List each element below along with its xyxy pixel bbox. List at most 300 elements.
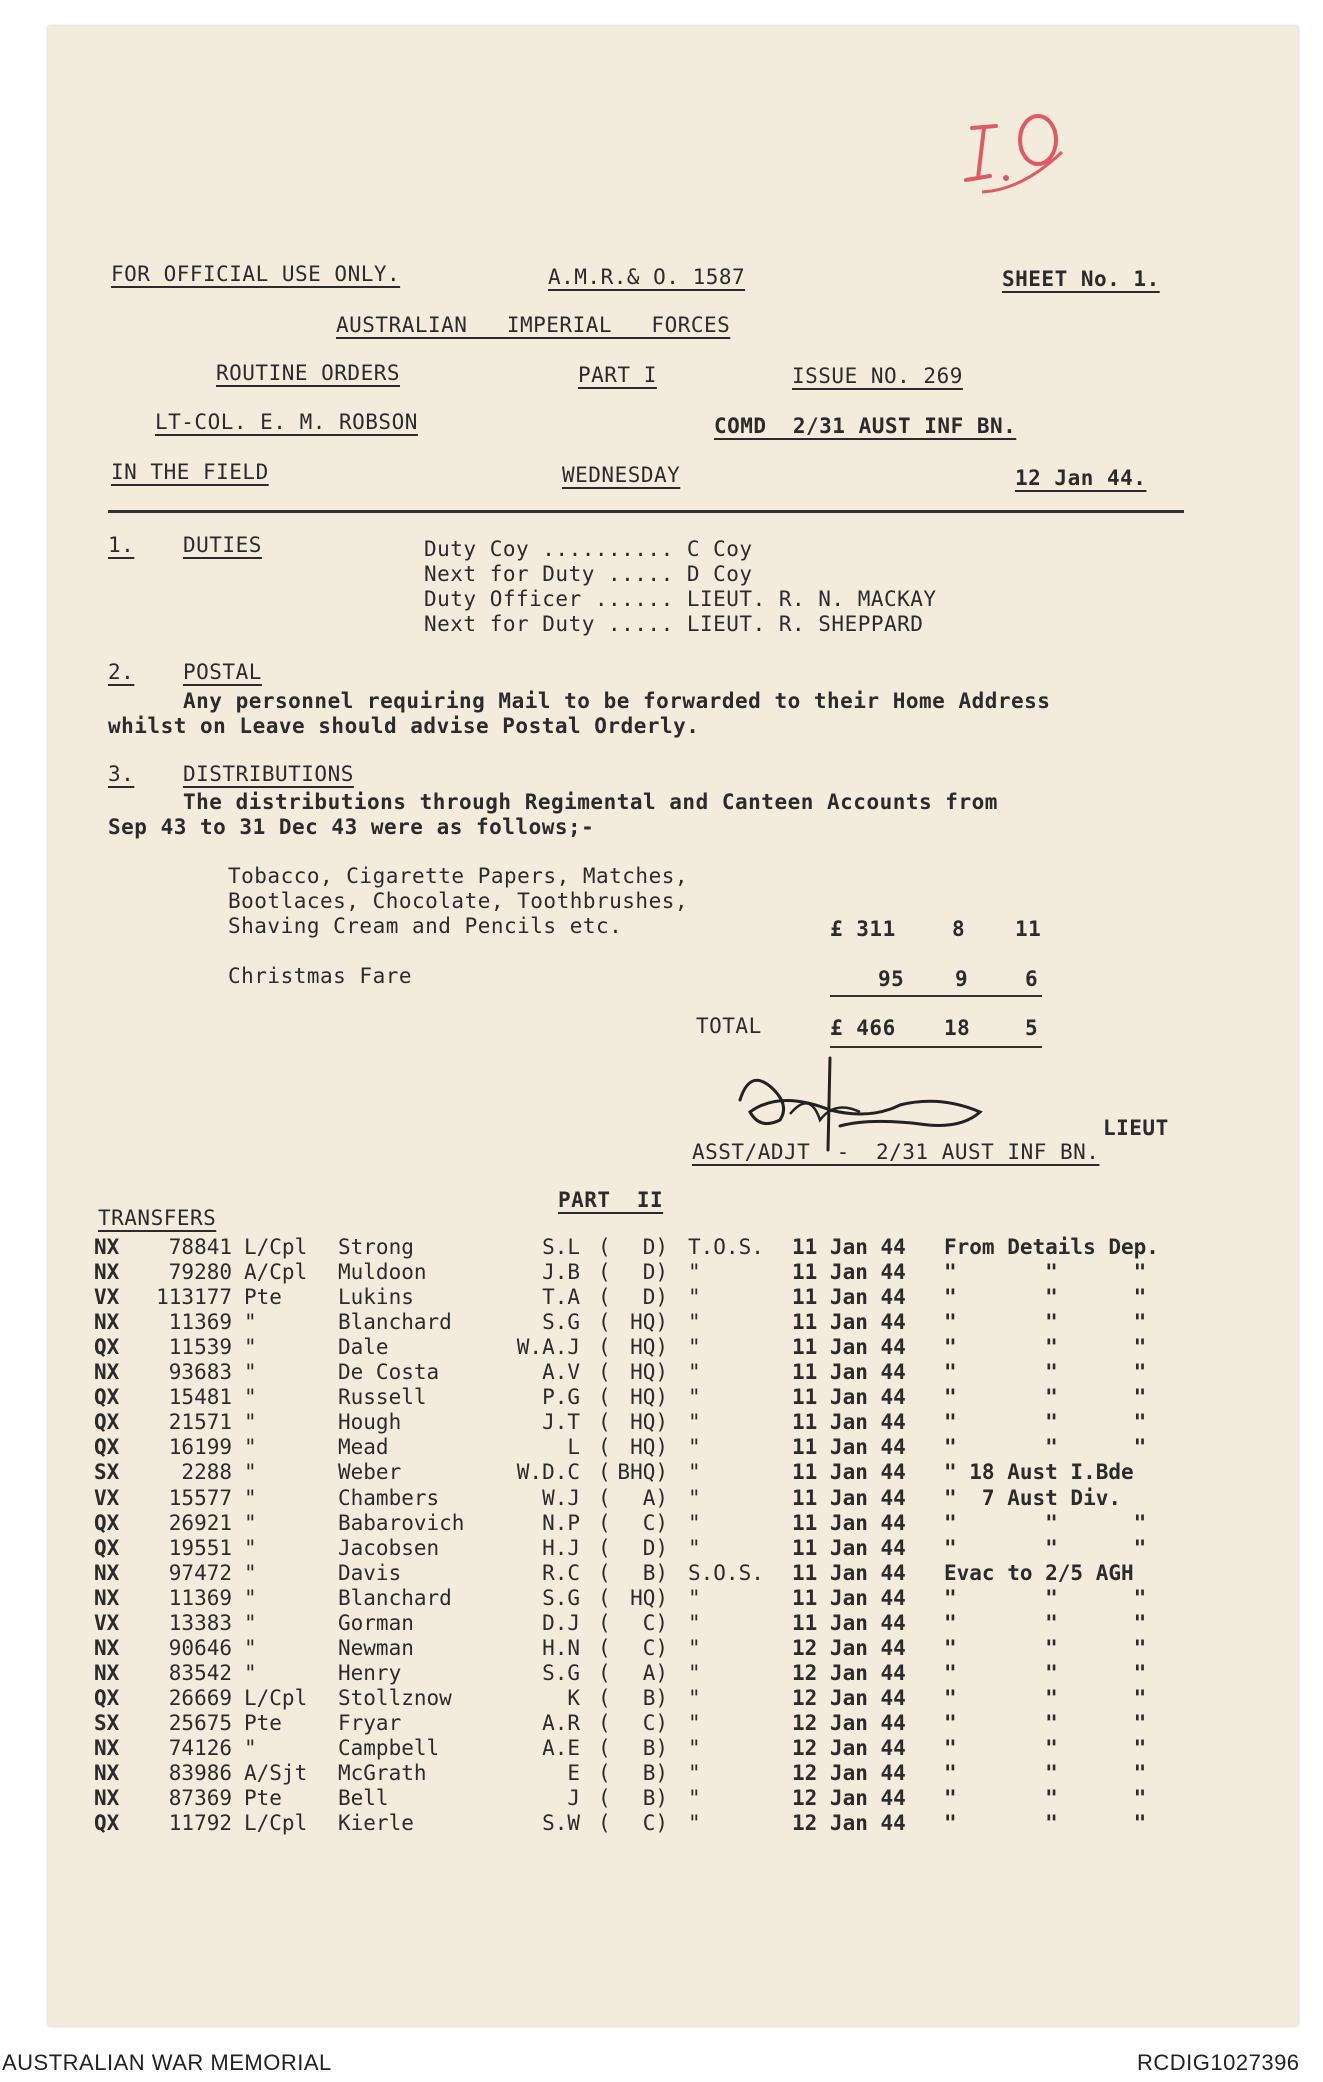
cell-rk: Pte bbox=[244, 1710, 282, 1735]
cell-rk: " bbox=[244, 1485, 257, 1510]
transfers-title: TRANSFERS bbox=[98, 1206, 217, 1230]
cell-type: " bbox=[688, 1510, 701, 1535]
cell-st: QX bbox=[94, 1535, 120, 1560]
cell-name: Henry bbox=[338, 1660, 402, 1685]
cell-init: K bbox=[567, 1685, 580, 1710]
company-open-paren: ( bbox=[598, 1385, 611, 1410]
company-open-paren: ( bbox=[598, 1535, 611, 1560]
cell-no: 11369 bbox=[168, 1585, 232, 1610]
cell-name: Jacobsen bbox=[338, 1535, 440, 1560]
cell-st: QX bbox=[94, 1510, 120, 1535]
company-open-paren: ( bbox=[598, 1460, 611, 1485]
cell-name: Strong bbox=[338, 1235, 414, 1259]
cell-coy: B) bbox=[642, 1560, 668, 1585]
cell-st: NX bbox=[94, 1786, 120, 1811]
cell-rk: L/Cpl bbox=[244, 1685, 308, 1710]
cell-dt: 11 Jan 44 bbox=[792, 1435, 906, 1460]
sheet-number: SHEET No. 1. bbox=[1002, 267, 1160, 291]
company-open-paren: ( bbox=[598, 1435, 611, 1460]
cell-dt: 11 Jan 44 bbox=[792, 1360, 906, 1385]
part-label: PART I bbox=[578, 363, 657, 387]
cell-rk: " bbox=[244, 1435, 257, 1460]
cell-no: 16199 bbox=[168, 1435, 232, 1460]
amount1-pence: 11 bbox=[1015, 917, 1042, 941]
cell-st: NX bbox=[94, 1260, 120, 1285]
cell-name: Stollznow bbox=[338, 1685, 452, 1710]
distribution-item: Tobacco, Cigarette Papers, Matches, bbox=[228, 864, 689, 888]
footer-source: AUSTRALIAN WAR MEMORIAL bbox=[2, 2050, 332, 2075]
cell-init: W.J bbox=[542, 1485, 580, 1510]
cell-init: L bbox=[567, 1435, 580, 1460]
cell-rk: A/Cpl bbox=[244, 1260, 308, 1285]
section2-number: 2. bbox=[108, 660, 135, 684]
cell-st: QX bbox=[94, 1435, 120, 1460]
cell-st: NX bbox=[94, 1635, 120, 1660]
section1-title: DUTIES bbox=[183, 533, 262, 557]
cell-rem: " " " bbox=[944, 1635, 1147, 1660]
table-row bbox=[0, 1736, 1323, 1761]
cell-rk: " bbox=[244, 1535, 257, 1560]
cell-name: Fryar bbox=[338, 1710, 402, 1735]
total-rule bbox=[830, 1046, 1042, 1048]
duty-line: Duty Officer ...... LIEUT. R. N. MACKAY bbox=[424, 587, 937, 611]
cell-rem: Evac to 2/5 AGH bbox=[944, 1560, 1134, 1585]
cell-init: E bbox=[567, 1761, 580, 1786]
cell-coy: HQ) bbox=[630, 1385, 668, 1410]
cell-rem: " " " bbox=[944, 1660, 1147, 1685]
cell-name: Mead bbox=[338, 1435, 389, 1460]
cell-st: VX bbox=[94, 1610, 120, 1635]
cell-rk: " bbox=[244, 1660, 257, 1685]
table-row bbox=[0, 1536, 1323, 1561]
signatory-rank: LIEUT bbox=[1103, 1116, 1169, 1140]
cell-init: J bbox=[567, 1786, 580, 1811]
cell-init: N.P bbox=[542, 1510, 580, 1535]
cell-dt: 11 Jan 44 bbox=[792, 1285, 906, 1310]
location: IN THE FIELD bbox=[111, 460, 269, 484]
cell-init: A.V bbox=[542, 1360, 580, 1385]
cell-name: De Costa bbox=[338, 1360, 440, 1385]
table-row bbox=[0, 1786, 1323, 1811]
cell-rk: " bbox=[244, 1510, 257, 1535]
cell-dt: 12 Jan 44 bbox=[792, 1786, 906, 1811]
form-reference: A.M.R.& O. 1587 bbox=[548, 265, 746, 289]
cell-rk: " bbox=[244, 1360, 257, 1385]
cell-no: 15481 bbox=[168, 1385, 232, 1410]
cell-st: NX bbox=[94, 1310, 120, 1335]
cell-rem: " " " bbox=[944, 1435, 1147, 1460]
cell-type: " bbox=[688, 1685, 701, 1710]
cell-name: Newman bbox=[338, 1635, 414, 1660]
cell-type: S.O.S. bbox=[688, 1560, 764, 1585]
cell-init: S.G bbox=[542, 1310, 580, 1335]
cell-rk: A/Sjt bbox=[244, 1761, 308, 1786]
table-row bbox=[0, 1360, 1323, 1385]
cell-dt: 11 Jan 44 bbox=[792, 1310, 906, 1335]
cell-no: 11369 bbox=[168, 1310, 232, 1335]
company-open-paren: ( bbox=[598, 1786, 611, 1811]
cell-rem: " " " bbox=[944, 1710, 1147, 1735]
company-open-paren: ( bbox=[598, 1335, 611, 1360]
cell-type: T.O.S. bbox=[688, 1235, 764, 1259]
company-open-paren: ( bbox=[598, 1260, 611, 1285]
table-row bbox=[0, 1435, 1323, 1460]
cell-name: Gorman bbox=[338, 1610, 414, 1635]
cell-name: Weber bbox=[338, 1460, 402, 1485]
cell-rem: " " " bbox=[944, 1410, 1147, 1435]
cell-type: " bbox=[688, 1285, 701, 1310]
footer-id: RCDIG1027396 bbox=[1137, 2050, 1300, 2075]
company-open-paren: ( bbox=[598, 1485, 611, 1510]
cell-no: 93683 bbox=[168, 1360, 232, 1385]
cell-no: 79280 bbox=[168, 1260, 232, 1285]
company-open-paren: ( bbox=[598, 1310, 611, 1335]
company-open-paren: ( bbox=[598, 1235, 611, 1259]
cell-type: " bbox=[688, 1410, 701, 1435]
cell-coy: HQ) bbox=[630, 1410, 668, 1435]
header-rule bbox=[108, 510, 1184, 513]
cell-type: " bbox=[688, 1786, 701, 1811]
table-row bbox=[0, 1586, 1323, 1611]
company-open-paren: ( bbox=[598, 1736, 611, 1760]
cell-dt: 12 Jan 44 bbox=[792, 1811, 906, 1836]
cell-st: VX bbox=[94, 1485, 120, 1510]
part2-title: PART II bbox=[558, 1188, 664, 1212]
cell-rem: " " " bbox=[944, 1385, 1147, 1410]
amount1-pounds: £ 311 bbox=[830, 917, 896, 941]
total-pounds: £ 466 bbox=[830, 1016, 896, 1040]
cell-no: 2288 bbox=[181, 1460, 232, 1485]
cell-rem: " " " bbox=[944, 1736, 1147, 1760]
cell-dt: 12 Jan 44 bbox=[792, 1660, 906, 1685]
cell-init: J.B bbox=[542, 1260, 580, 1285]
cell-no: 19551 bbox=[168, 1535, 232, 1560]
cell-init: W.D.C bbox=[516, 1460, 580, 1485]
cell-no: 87369 bbox=[168, 1786, 232, 1811]
weekday: WEDNESDAY bbox=[562, 463, 681, 487]
cell-dt: 11 Jan 44 bbox=[792, 1410, 906, 1435]
cell-coy: A) bbox=[642, 1485, 668, 1510]
cell-rem: " " " bbox=[944, 1585, 1147, 1610]
cell-coy: D) bbox=[642, 1235, 668, 1259]
cell-name: Blanchard bbox=[338, 1310, 452, 1335]
cell-init: P.G bbox=[542, 1385, 580, 1410]
subtotal-rule bbox=[830, 995, 1042, 997]
table-row bbox=[0, 1410, 1323, 1435]
cell-name: Campbell bbox=[338, 1736, 440, 1760]
amount2-shillings: 9 bbox=[955, 967, 969, 991]
cell-name: Hough bbox=[338, 1410, 402, 1435]
cell-type: " bbox=[688, 1485, 701, 1510]
table-row bbox=[0, 1686, 1323, 1711]
cell-dt: 11 Jan 44 bbox=[792, 1335, 906, 1360]
table-row bbox=[0, 1235, 1323, 1260]
table-row bbox=[0, 1335, 1323, 1360]
cell-name: Davis bbox=[338, 1560, 402, 1585]
cell-rk: " bbox=[244, 1610, 257, 1635]
cell-init: H.N bbox=[542, 1635, 580, 1660]
cell-name: Dale bbox=[338, 1335, 389, 1360]
orders-title: ROUTINE ORDERS bbox=[216, 361, 401, 385]
cell-init: A.E bbox=[542, 1736, 580, 1760]
cell-type: " bbox=[688, 1811, 701, 1836]
cell-no: 113177 bbox=[156, 1285, 232, 1310]
table-row bbox=[0, 1385, 1323, 1410]
cell-type: " bbox=[688, 1635, 701, 1660]
cell-rem: " " " bbox=[944, 1685, 1147, 1710]
section1-number: 1. bbox=[108, 533, 135, 557]
table-row bbox=[0, 1711, 1323, 1736]
cell-dt: 11 Jan 44 bbox=[792, 1585, 906, 1610]
cell-rem: " " " bbox=[944, 1310, 1147, 1335]
cell-rem: " " " bbox=[944, 1285, 1147, 1310]
cell-st: NX bbox=[94, 1736, 120, 1760]
company-open-paren: ( bbox=[598, 1685, 611, 1710]
cell-type: " bbox=[688, 1761, 701, 1786]
cell-dt: 11 Jan 44 bbox=[792, 1460, 906, 1485]
cell-dt: 11 Jan 44 bbox=[792, 1610, 906, 1635]
company-open-paren: ( bbox=[598, 1761, 611, 1786]
cell-coy: C) bbox=[642, 1635, 668, 1660]
cell-rk: " bbox=[244, 1585, 257, 1610]
cell-coy: C) bbox=[642, 1510, 668, 1535]
signatory-appointment: ASST/ADJT - 2/31 AUST INF BN. bbox=[692, 1140, 1100, 1164]
table-row bbox=[0, 1636, 1323, 1661]
cell-rk: " bbox=[244, 1560, 257, 1585]
cell-rem: " " " bbox=[944, 1610, 1147, 1635]
cell-st: NX bbox=[94, 1660, 120, 1685]
cell-coy: B) bbox=[642, 1685, 668, 1710]
cell-no: 78841 bbox=[168, 1235, 232, 1259]
section2-title: POSTAL bbox=[183, 660, 262, 684]
cell-coy: D) bbox=[642, 1285, 668, 1310]
cell-rk: " bbox=[244, 1460, 257, 1485]
cell-init: A.R bbox=[542, 1710, 580, 1735]
classification: FOR OFFICIAL USE ONLY. bbox=[111, 262, 401, 286]
cell-rem: " " " bbox=[944, 1761, 1147, 1786]
cell-coy: B) bbox=[642, 1761, 668, 1786]
cell-st: QX bbox=[94, 1811, 120, 1836]
cell-type: " bbox=[688, 1335, 701, 1360]
cell-st: QX bbox=[94, 1685, 120, 1710]
postal-text: whilst on Leave should advise Postal Orderly. bbox=[108, 714, 700, 738]
company-open-paren: ( bbox=[598, 1811, 611, 1836]
cell-st: NX bbox=[94, 1360, 120, 1385]
cell-no: 15577 bbox=[168, 1485, 232, 1510]
cell-init: W.A.J bbox=[516, 1335, 580, 1360]
table-row bbox=[0, 1611, 1323, 1636]
cell-coy: B) bbox=[642, 1786, 668, 1811]
distribution-text: The distributions through Regimental and Canteen Accounts from bbox=[183, 790, 998, 814]
cell-init: T.A bbox=[542, 1285, 580, 1310]
cell-no: 25675 bbox=[168, 1710, 232, 1735]
cell-type: " bbox=[688, 1736, 701, 1760]
table-row bbox=[0, 1310, 1323, 1335]
cell-rem: " " " bbox=[944, 1260, 1147, 1285]
cell-dt: 11 Jan 44 bbox=[792, 1485, 906, 1510]
table-row bbox=[0, 1811, 1323, 1836]
company-open-paren: ( bbox=[598, 1285, 611, 1310]
cell-name: Lukins bbox=[338, 1285, 414, 1310]
cell-coy: C) bbox=[642, 1811, 668, 1836]
cell-name: Babarovich bbox=[338, 1510, 465, 1535]
cell-st: VX bbox=[94, 1285, 120, 1310]
cell-rk: " bbox=[244, 1635, 257, 1660]
postal-text: Any personnel requiring Mail to be forwarded to their Home Address bbox=[183, 689, 1051, 713]
cell-name: Kierle bbox=[338, 1811, 414, 1836]
cell-name: Chambers bbox=[338, 1485, 440, 1510]
cell-no: 97472 bbox=[168, 1560, 232, 1585]
distribution-item: Shaving Cream and Pencils etc. bbox=[228, 914, 623, 938]
cell-no: 90646 bbox=[168, 1635, 232, 1660]
cell-type: " bbox=[688, 1260, 701, 1285]
cell-rem: " " " bbox=[944, 1786, 1147, 1811]
cell-rk: " bbox=[244, 1335, 257, 1360]
company-open-paren: ( bbox=[598, 1635, 611, 1660]
cell-dt: 11 Jan 44 bbox=[792, 1235, 906, 1259]
duty-line: Next for Duty ..... LIEUT. R. SHEPPARD bbox=[424, 612, 924, 636]
total-shillings: 18 bbox=[944, 1016, 971, 1040]
cell-init: S.L bbox=[542, 1235, 580, 1259]
cell-st: NX bbox=[94, 1560, 120, 1585]
cell-rem: " 18 Aust I.Bde bbox=[944, 1460, 1134, 1485]
issue-number: ISSUE NO. 269 bbox=[792, 364, 963, 388]
cell-no: 74126 bbox=[168, 1736, 232, 1760]
cell-name: Blanchard bbox=[338, 1585, 452, 1610]
command-unit: COMD 2/31 AUST INF BN. bbox=[714, 414, 1017, 438]
company-open-paren: ( bbox=[598, 1560, 611, 1585]
cell-init: D.J bbox=[542, 1610, 580, 1635]
cell-dt: 12 Jan 44 bbox=[792, 1685, 906, 1710]
cell-rk: L/Cpl bbox=[244, 1235, 308, 1259]
cell-init: S.G bbox=[542, 1660, 580, 1685]
cell-st: NX bbox=[94, 1585, 120, 1610]
cell-rk: " bbox=[244, 1310, 257, 1335]
total-label: TOTAL bbox=[696, 1014, 762, 1038]
distribution-item: Christmas Fare bbox=[228, 964, 413, 988]
cell-dt: 11 Jan 44 bbox=[792, 1535, 906, 1560]
cell-rk: Pte bbox=[244, 1285, 282, 1310]
cell-name: Muldoon bbox=[338, 1260, 427, 1285]
cell-dt: 12 Jan 44 bbox=[792, 1635, 906, 1660]
table-row bbox=[0, 1561, 1323, 1586]
company-open-paren: ( bbox=[598, 1510, 611, 1535]
table-row bbox=[0, 1260, 1323, 1285]
cell-type: " bbox=[688, 1585, 701, 1610]
amount2-pounds: 95 bbox=[878, 967, 905, 991]
cell-dt: 12 Jan 44 bbox=[792, 1761, 906, 1786]
cell-init: S.G bbox=[542, 1585, 580, 1610]
cell-coy: HQ) bbox=[630, 1360, 668, 1385]
distribution-text: Sep 43 to 31 Dec 43 were as follows;- bbox=[108, 815, 595, 839]
cell-rk: L/Cpl bbox=[244, 1811, 308, 1836]
cell-no: 83986 bbox=[168, 1761, 232, 1786]
table-row bbox=[0, 1460, 1323, 1485]
cell-rem: " " " bbox=[944, 1335, 1147, 1360]
table-row bbox=[0, 1661, 1323, 1686]
company-open-paren: ( bbox=[598, 1610, 611, 1635]
cell-no: 11792 bbox=[168, 1811, 232, 1836]
cell-st: SX bbox=[94, 1460, 120, 1485]
cell-no: 13383 bbox=[168, 1610, 232, 1635]
handwritten-io-mark bbox=[952, 100, 1082, 200]
duty-line: Duty Coy .......... C Coy bbox=[424, 537, 753, 561]
amount2-pence: 6 bbox=[1025, 967, 1039, 991]
cell-init: H.J bbox=[542, 1535, 580, 1560]
table-row bbox=[0, 1486, 1323, 1511]
cell-rem: " " " bbox=[944, 1510, 1147, 1535]
force-title: AUSTRALIAN IMPERIAL FORCES bbox=[336, 313, 731, 337]
duty-line: Next for Duty ..... D Coy bbox=[424, 562, 753, 586]
cell-coy: C) bbox=[642, 1610, 668, 1635]
cell-rem: " " " bbox=[944, 1535, 1147, 1560]
cell-rem: " " " bbox=[944, 1811, 1147, 1836]
distribution-item: Bootlaces, Chocolate, Toothbrushes, bbox=[228, 889, 689, 913]
cell-no: 11539 bbox=[168, 1335, 232, 1360]
cell-name: McGrath bbox=[338, 1761, 427, 1786]
cell-coy: HQ) bbox=[630, 1585, 668, 1610]
cell-rk: " bbox=[244, 1385, 257, 1410]
section3-number: 3. bbox=[108, 762, 135, 786]
table-row bbox=[0, 1511, 1323, 1536]
cell-type: " bbox=[688, 1360, 701, 1385]
cell-dt: 11 Jan 44 bbox=[792, 1260, 906, 1285]
cell-dt: 12 Jan 44 bbox=[792, 1736, 906, 1760]
cell-type: " bbox=[688, 1460, 701, 1485]
company-open-paren: ( bbox=[598, 1410, 611, 1435]
cell-st: QX bbox=[94, 1410, 120, 1435]
cell-st: NX bbox=[94, 1235, 120, 1259]
cell-type: " bbox=[688, 1385, 701, 1410]
cell-name: Bell bbox=[338, 1786, 389, 1811]
cell-init: R.C bbox=[542, 1560, 580, 1585]
cell-rem: " " " bbox=[944, 1360, 1147, 1385]
cell-dt: 11 Jan 44 bbox=[792, 1510, 906, 1535]
cell-coy: B) bbox=[642, 1736, 668, 1760]
cell-rem: From Details Dep. bbox=[944, 1235, 1159, 1259]
cell-type: " bbox=[688, 1710, 701, 1735]
table-row bbox=[0, 1285, 1323, 1310]
cell-rem: " 7 Aust Div. bbox=[944, 1485, 1122, 1510]
cell-init: S.W bbox=[542, 1811, 580, 1836]
cell-no: 83542 bbox=[168, 1660, 232, 1685]
cell-no: 26921 bbox=[168, 1510, 232, 1535]
cell-st: NX bbox=[94, 1761, 120, 1786]
cell-no: 26669 bbox=[168, 1685, 232, 1710]
section3-title: DISTRIBUTIONS bbox=[183, 762, 354, 786]
commanding-officer: LT-COL. E. M. ROBSON bbox=[155, 410, 418, 434]
cell-coy: HQ) bbox=[630, 1335, 668, 1360]
company-open-paren: ( bbox=[598, 1660, 611, 1685]
cell-rk: " bbox=[244, 1410, 257, 1435]
total-pence: 5 bbox=[1025, 1016, 1039, 1040]
cell-coy: C) bbox=[642, 1710, 668, 1735]
cell-type: " bbox=[688, 1435, 701, 1460]
cell-coy: BHQ) bbox=[617, 1460, 668, 1485]
company-open-paren: ( bbox=[598, 1360, 611, 1385]
cell-init: J.T bbox=[542, 1410, 580, 1435]
table-row bbox=[0, 1761, 1323, 1786]
cell-coy: A) bbox=[642, 1660, 668, 1685]
company-open-paren: ( bbox=[598, 1710, 611, 1735]
cell-st: QX bbox=[94, 1385, 120, 1410]
amount1-shillings: 8 bbox=[952, 917, 966, 941]
cell-st: QX bbox=[94, 1335, 120, 1360]
cell-coy: HQ) bbox=[630, 1435, 668, 1460]
cell-st: SX bbox=[94, 1710, 120, 1735]
cell-type: " bbox=[688, 1535, 701, 1560]
cell-type: " bbox=[688, 1610, 701, 1635]
